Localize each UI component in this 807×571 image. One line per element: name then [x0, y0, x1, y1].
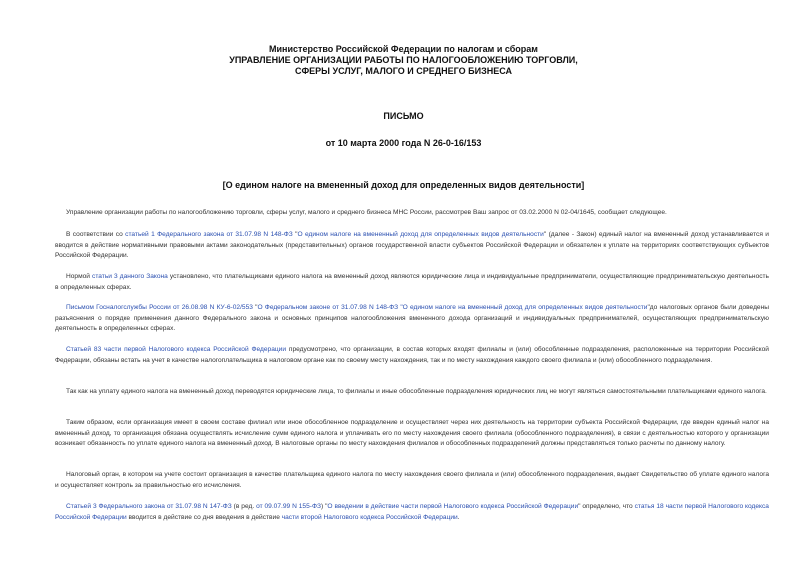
department-name-line2: СФЕРЫ УСЛУГ, МАЛОГО И СРЕДНЕГО БИЗНЕСА	[294, 66, 512, 76]
link-tax-code-part-two[interactable]: части второй Налогового кодекса Российской Федерации	[281, 513, 458, 521]
paragraph-4: Письмом Госналогслужбы России от 26.08.98 N КУ-6-02/553 "О Федеральном законе от 31.07.98 N 148-ФЗ "О едином налоге на вмененный доход для определенных видов деятельности"до налоговых органов были доведены разъяснения о порядке применения данного Федерального закона и основных принципов налогообложения вмененного дохода организаций и индивидуальных предпринимателей, осуществляющих предпринимательскую деятельность в определенных сферах.	[55, 304, 769, 333]
paragraph-8: Налоговый орган, в котором на учете состоит организация в качестве плательщика единого налога по месту нахождения своего филиала и (или) обособленного подразделения, выдает Свидетельство об уплате единого налога и осуществляет контроль за правильностью его исчисления.	[55, 471, 769, 489]
link-article-83-tax-code[interactable]: Статьей 83 части первой Налогового кодекса Российской Федерации	[66, 346, 287, 353]
document-header	[150, 44, 657, 77]
link-article-1-law-148[interactable]: статьей 1 Федерального закона от 31.07.98 N 148-ФЗ	[125, 231, 293, 238]
link-law-155-fz[interactable]: от 09.07.99 N 155-ФЗ	[256, 503, 321, 510]
ministry-name: Министерство Российской Федерации по налогам и сборам	[269, 44, 538, 54]
paragraph-5: Статьей 83 части первой Налогового кодекса Российской Федерации предусмотрено, что организации, в состав которых входят филиалы и (или) обособленные подразделения, расположенные на территории Российской Федерации, обязаны встать на учет в качестве налогоплательщика в налоговом органе как по своему месту нахождения, так и по месту нахождения каждого своего филиала и (или) обособленного подразделения.	[55, 346, 769, 364]
paragraph-3: Нормой статьи 3 данного Закона установлено, что плательщиками единого налога на вмененный доход являются юридические лица и индивидуальные предприниматели, осуществляющие предпринимательскую деятельность в определенных сферах.	[55, 273, 769, 291]
paragraph-2: В соответствии со статьей 1 Федерального закона от 31.07.98 N 148-ФЗ "О едином налоге на вмененный доход для определенных видов деятельности" (далее - Закон) единый налог на вмененный доход устанавливается и вводится в действие нормативными правовыми актами законодательных (представительных) органов государственной власти субъектов Российской Федерации и обязателен к уплате на территориях соответствующих субъектов Российской Федерации.	[55, 231, 769, 260]
document-type: ПИСЬМО	[383, 111, 424, 121]
link-law-147-title[interactable]: О введении в действие части первой Налогового кодекса Российской Федерации	[327, 503, 579, 510]
paragraph-1: Управление организации работы по налогообложению торговли, сферы услуг, малого и среднего бизнеса МНС России, рассмотрев Ваш запрос от 03.02.2000 N 02-04/1645, сообщает следующее.	[66, 209, 667, 216]
paragraph-6: Так как на уплату единого налога на вмененный доход переводятся юридические лица, то филиалы и иные обособленные подразделения юридических лиц не могут являться самостоятельными плательщиками единого налога.	[66, 388, 767, 395]
paragraph-9: Статьей 3 Федерального закона от 31.07.98 N 147-ФЗ (в ред. от 09.07.99 N 155-ФЗ) "О введении в действие части первой Налогового кодекса Российской Федерации" определено, что статья 18 части первой Налогового кодекса Российской Федерации вводится в действие со дня введения в действие части второй Налогового кодекса Российской Федерации.	[55, 503, 769, 521]
department-name-line1: УПРАВЛЕНИЕ ОРГАНИЗАЦИИ РАБОТЫ ПО НАЛОГООБЛОЖЕНИЮ ТОРГОВЛИ,	[229, 55, 578, 65]
link-law-148-title[interactable]: О едином налоге на вмененный доход для определенных видов деятельности	[297, 231, 544, 238]
link-article-3-law[interactable]: статьи 3 данного Закона	[92, 273, 168, 280]
link-letter-ku-6-02-553[interactable]: Письмом Госналогслужбы России от 26.08.98 N КУ-6-02/553	[66, 304, 253, 311]
link-article-3-law-147[interactable]: Статьей 3 Федерального закона от 31.07.98 N 147-ФЗ	[66, 503, 232, 510]
link-article-18-tax-code[interactable]: статья 18 части первой Налогового кодекса Российской Федерации	[55, 503, 769, 521]
link-law-148-reference[interactable]: О Федеральном законе от 31.07.98 N 148-ФЗ "О едином налоге на вмененный доход для определенных видов деятельности	[257, 304, 648, 311]
document-subject: [О едином налоге на вмененный доход для определенных видов деятельности]	[222, 180, 585, 190]
paragraph-7: Таким образом, если организация имеет в своем составе филиал или иное обособленное подразделение и осуществляет через них деятельность на территории субъекта Российской Федерации, где введен единый налог на вмененный доход, то организация обязана осуществлять исчисление сумм единого налога и уплачивать его по месту нахождения своего филиала (обособленного подразделения), в связи с деятельностью которого у организации возникает обязанность по уплате единого налога на вмененный доход. В налоговые органы по месту нахождения филиалов и обособленных подразделений должны представляться только расчеты по данному налогу.	[55, 419, 769, 448]
document-date: от 10 марта 2000 года N 26-0-16/153	[325, 138, 482, 148]
